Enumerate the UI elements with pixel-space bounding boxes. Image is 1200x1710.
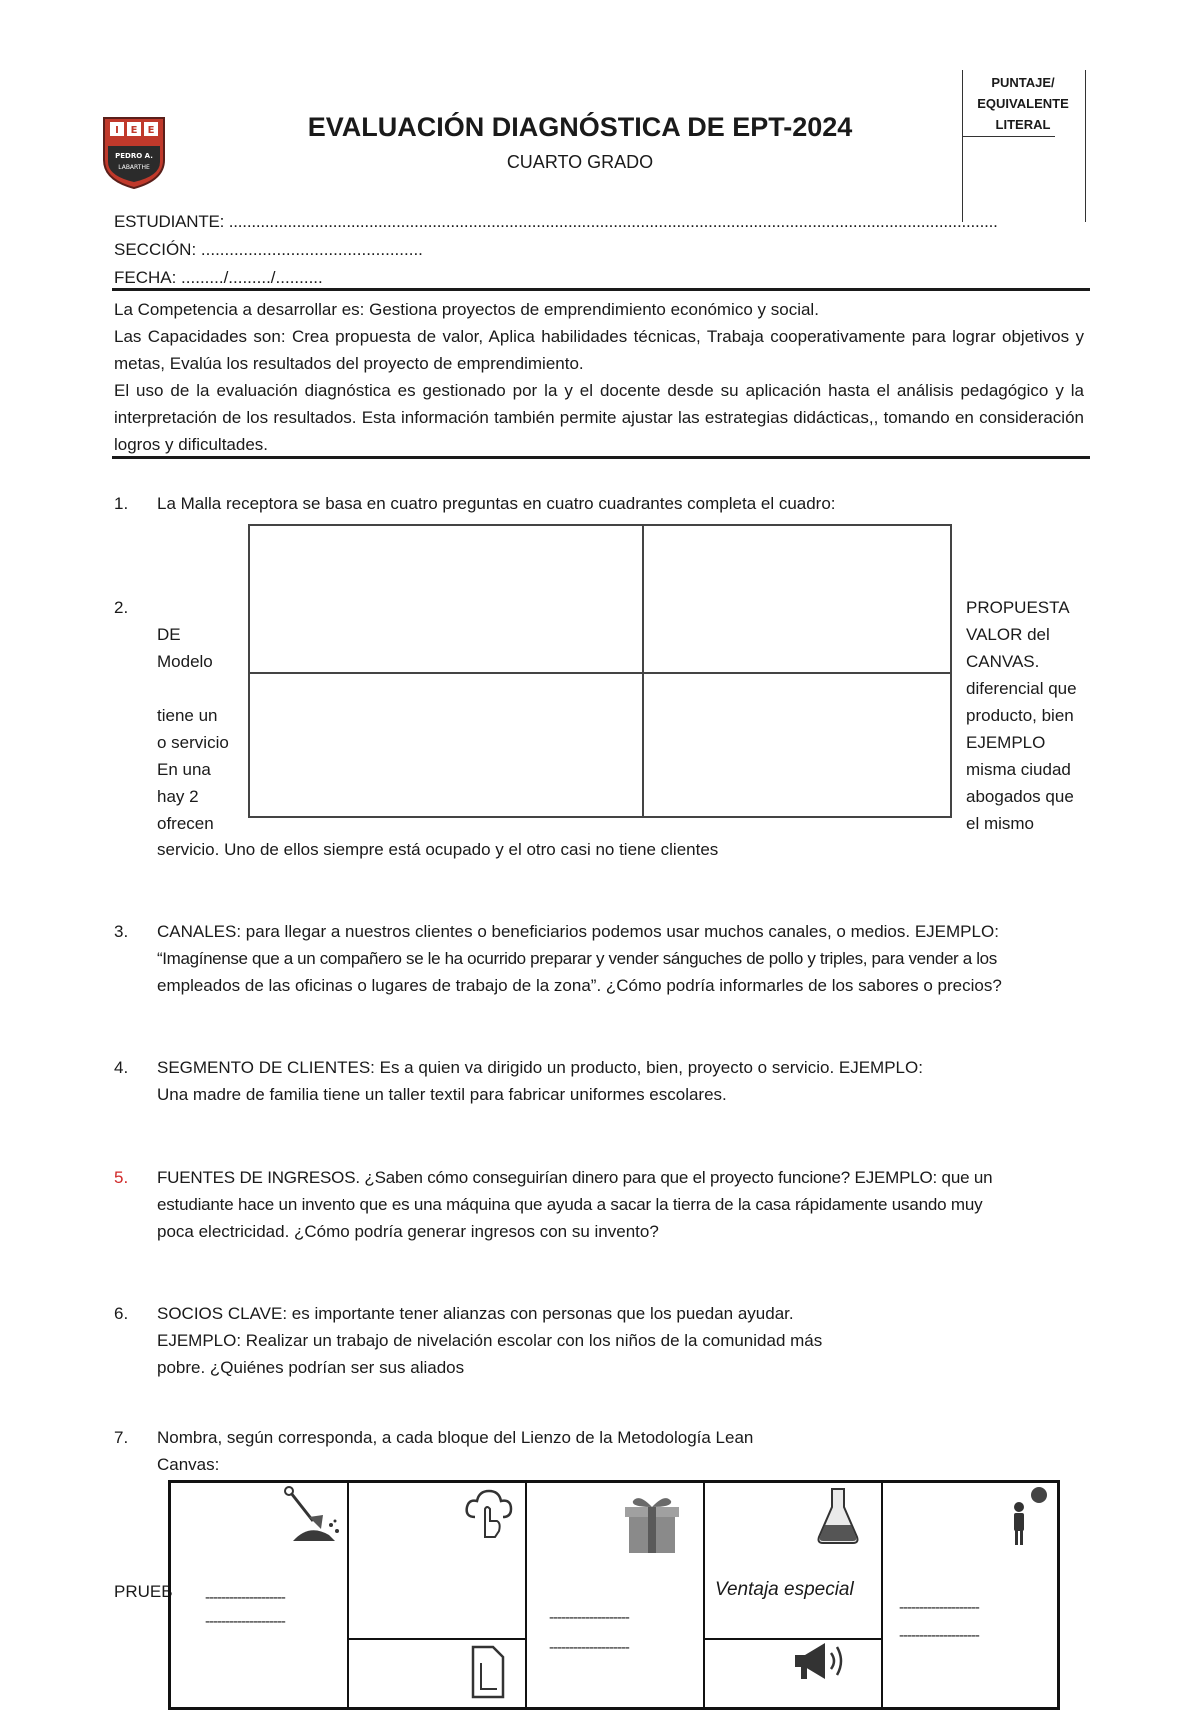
competency-text: La Competencia a desarrollar es: Gestiona proyectos de emprendimiento económico y social. [114, 300, 819, 319]
q2-left-line: tiene un [157, 706, 218, 725]
question-4-line: SEGMENTO DE CLIENTES: Es a quien va dirigido un producto, bien, proyecto o servicio. EJEMPLO: [157, 1058, 923, 1077]
page-title: EVALUACIÓN DIAGNÓSTICA DE EPT-2024 [307, 112, 853, 142]
date-field[interactable]: FECHA: ........./........./.......... [114, 268, 323, 287]
flask-icon [813, 1485, 863, 1547]
question-5-line: estudiante hace un invento que es una máquina que ayuda a sacar la tierra de la casa rápidamente usando muy [157, 1195, 983, 1214]
canvas-col-divider [703, 1483, 705, 1707]
score-divider [962, 136, 1055, 137]
q2-left-line: ofrecen [157, 814, 214, 833]
answer-line[interactable]: -------------------- [899, 1599, 979, 1616]
q2-right-line: EJEMPLO [966, 733, 1046, 752]
divider-top [112, 288, 1090, 291]
score-label: PUNTAJE/ EQUIVALENTE LITERAL [977, 75, 1069, 132]
question-number: 7. [114, 1428, 129, 1447]
question-1-text: La Malla receptora se basa en cuatro preguntas en cuatro cuadrantes completa el cuadro: [157, 494, 836, 513]
q2-right-line: PROPUESTA [966, 598, 1070, 617]
question-6-line: EJEMPLO: Realizar un trabajo de nivelación escolar con los niños de la comunidad más [157, 1331, 823, 1350]
q2-left-line [157, 675, 229, 702]
gift-icon [623, 1493, 681, 1555]
lean-canvas-table [168, 1480, 1060, 1710]
canvas-col-divider [881, 1483, 883, 1707]
q2-left-line: hay 2 [157, 787, 199, 806]
malla-receptora-grid [248, 524, 952, 818]
canvas-side-label: PRUEB [114, 1582, 173, 1601]
question-number: 5. [114, 1168, 129, 1187]
question-4-line: Una madre de familia tiene un taller textil para fabricar uniformes escolares. [157, 1085, 727, 1104]
shovel-icon [279, 1485, 341, 1543]
answer-line[interactable]: -------------------- [549, 1639, 629, 1656]
question-3-line: CANALES: para llegar a nuestros clientes o beneficiarios podemos usar muchos canales, o medios. EJEMPLO: [157, 922, 999, 941]
megaphone-icon [791, 1639, 847, 1683]
divider-bottom [112, 456, 1090, 459]
cloud-hand-icon [463, 1487, 515, 1541]
student-field[interactable]: ESTUDIANTE: .......................................................................................................................................................................... [114, 212, 998, 231]
svg-text:E: E [130, 125, 138, 136]
q2-left-line: o servicio [157, 733, 229, 752]
question-number: 4. [114, 1058, 129, 1077]
special-advantage-label: Ventaja especial [715, 1579, 854, 1600]
svg-text:E: E [147, 125, 155, 136]
question-6-line: pobre. ¿Quiénes podrían ser sus aliados [157, 1358, 465, 1377]
question-3-line: “Imagínense que a un compañero se le ha ocurrido preparar y vender sánguches de pollo y triples, para vender a los [157, 949, 997, 968]
q2-right-line: el mismo [966, 814, 1035, 833]
answer-line[interactable]: -------------------- [899, 1627, 979, 1644]
svg-text:I: I [115, 125, 119, 136]
grid-divider-vertical [642, 526, 644, 816]
question-6-line: SOCIOS CLAVE: es importante tener alianzas con personas que los puedan ayudar. [157, 1304, 794, 1323]
answer-line[interactable]: -------------------- [205, 1613, 285, 1630]
question-5-line: FUENTES DE INGRESOS. ¿Saben cómo conseguirían dinero para que el proyecto funcione? EJEMPLO: que un [157, 1168, 993, 1187]
svg-text:LABARTHE: LABARTHE [118, 164, 150, 171]
q2-right-line: VALOR del [966, 625, 1050, 644]
answer-line[interactable]: -------------------- [205, 1589, 285, 1606]
q2-left-line: DE [157, 625, 181, 644]
question-number: 3. [114, 922, 129, 941]
grid-divider-horizontal [250, 672, 950, 674]
canvas-col-divider [525, 1483, 527, 1707]
question-7-line: Canvas: [157, 1455, 220, 1474]
page-subtitle: CUARTO GRADO [506, 152, 654, 172]
canvas-col-divider [347, 1483, 349, 1707]
q2-left-line: Modelo [157, 652, 213, 671]
capacities-text: Las Capacidades son: Crea propuesta de valor, Aplica habilidades técnicas, Trabaja cooperativamente para lograr objetivos y metas, Evalúa los resultados del proyecto de emprendimiento. [114, 327, 1084, 373]
question-2-left-text [157, 621, 229, 837]
question-3-line: empleados de las oficinas o lugares de trabajo de la zona”. ¿Cómo podría informarles de los sabores o precios? [157, 976, 1002, 995]
usage-text: El uso de la evaluación diagnóstica es gestionado por la y el docente desde su aplicación hasta el análisis pedagógico y la interpretación de los resultados. Esta información también permite ajustar las estrategias didácticas,, tomando en consideración logros y dificultades. [114, 381, 1084, 454]
question-number: 6. [114, 1304, 129, 1323]
question-number: 2. [114, 598, 129, 617]
section-field[interactable]: SECCIÓN: ............................................... [114, 240, 423, 259]
q2-right-line: producto, bien [966, 706, 1074, 725]
svg-text:PEDRO A.: PEDRO A. [115, 152, 153, 160]
q2-right-line: abogados que [966, 787, 1074, 806]
answer-line[interactable]: -------------------- [549, 1609, 629, 1626]
canvas-row-divider [347, 1638, 525, 1640]
school-logo [100, 112, 168, 190]
q2-right-line: CANVAS. [966, 652, 1040, 671]
q2-right-line: misma ciudad [966, 760, 1071, 779]
q2-left-line: En una [157, 760, 211, 779]
question-2-last-line: servicio. Uno de ellos siempre está ocupado y el otro casi no tiene clientes [157, 840, 719, 859]
q2-right-line: diferencial que [966, 679, 1077, 698]
question-7-line: Nombra, según corresponda, a cada bloque del Lienzo de la Metodología Lean [157, 1428, 754, 1447]
question-5-line: poca electricidad. ¿Cómo podría generar ingresos con su invento? [157, 1222, 659, 1241]
document-icon [467, 1643, 511, 1699]
question-number: 1. [114, 494, 129, 513]
person-chat-icon [1003, 1485, 1051, 1547]
question-2-right-text [966, 594, 1077, 837]
